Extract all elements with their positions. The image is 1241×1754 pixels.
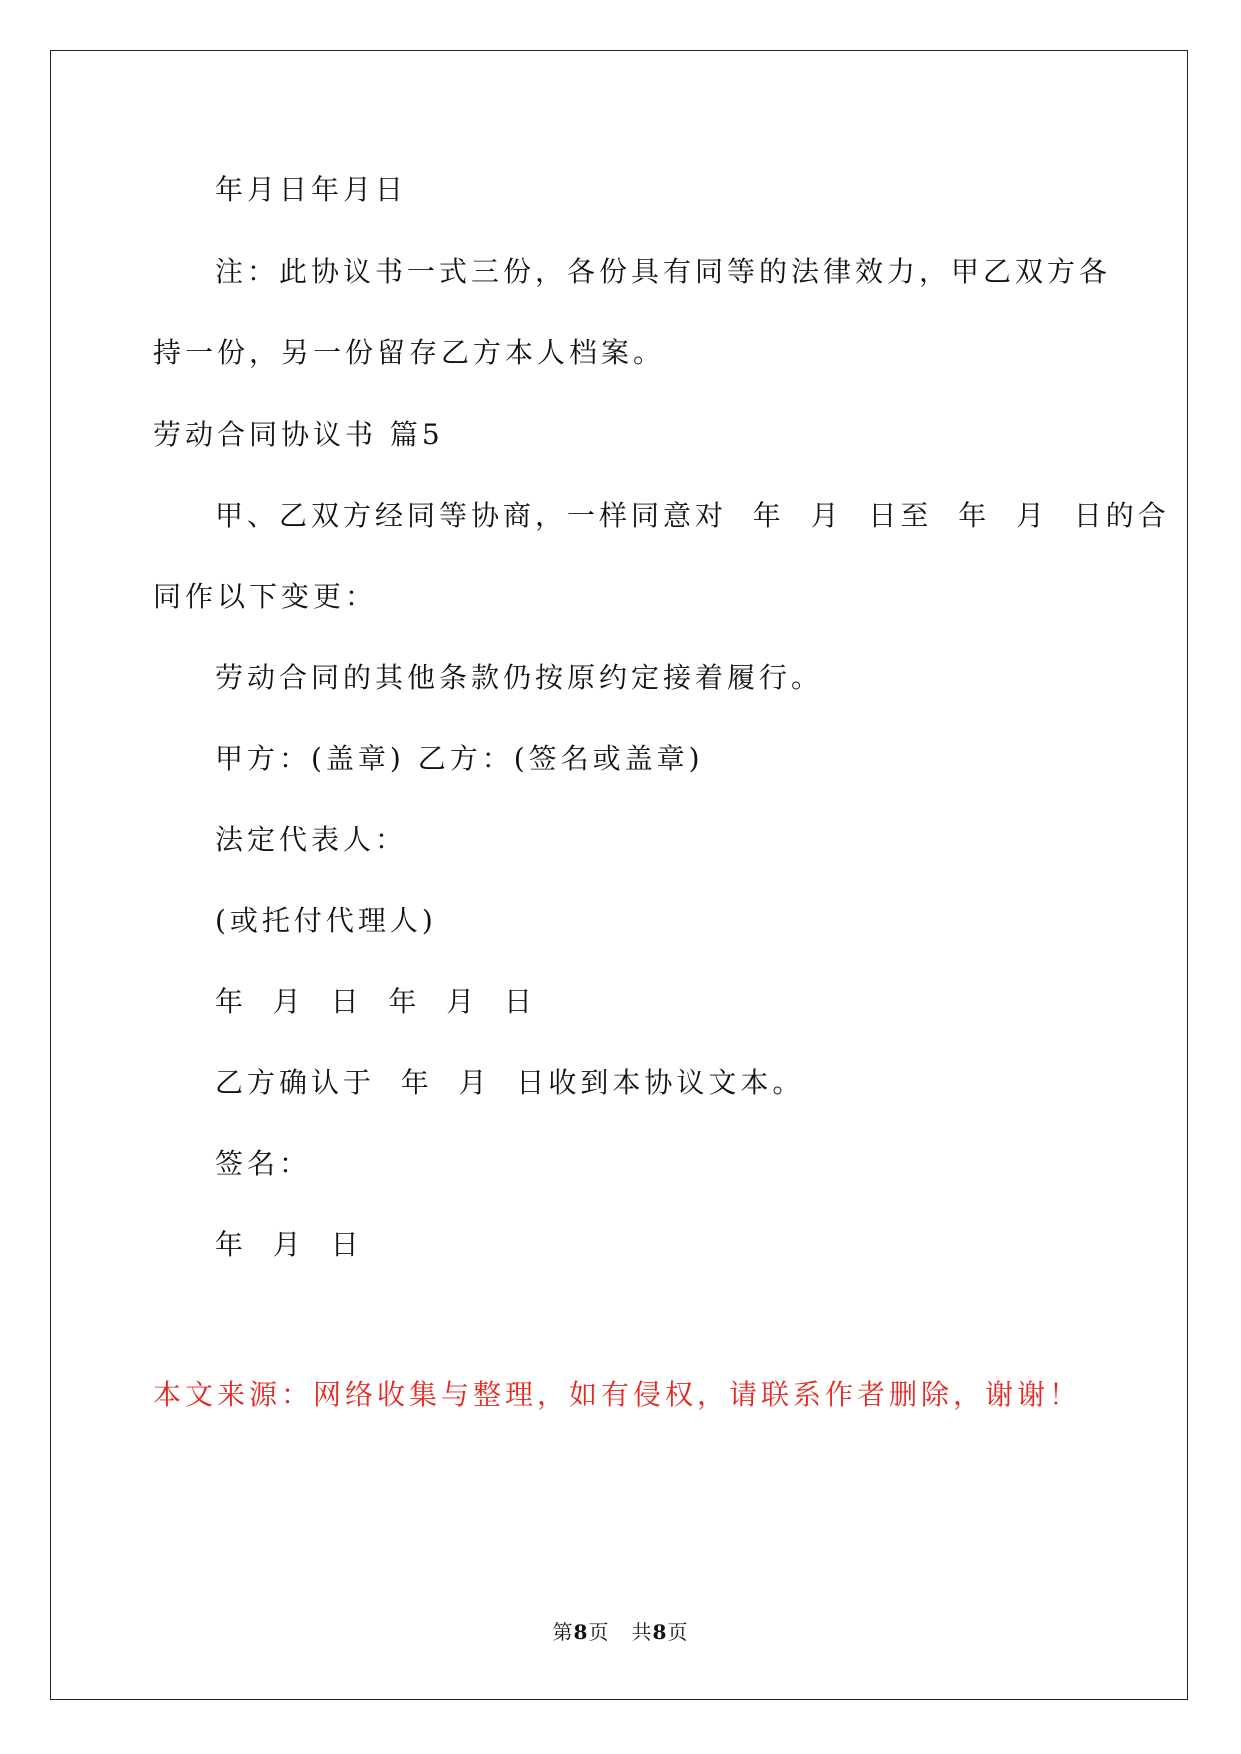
date-line-3: 年 月 日 (215, 1228, 363, 1261)
footer-prefix: 第 (552, 1620, 574, 1644)
agreement-paragraph-line-1: 甲、乙双方经同等协商，一样同意对 年 月 日至 年 月 日的合 (215, 499, 1170, 532)
note-paragraph-line-2: 持一份，另一份留存乙方本人档案。 (153, 336, 666, 369)
note-paragraph-line-1: 注：此协议书一式三份，各份具有同等的法律效力，甲乙双方各 (215, 255, 1112, 288)
footer-total-prefix: 共 (631, 1620, 653, 1644)
agent-label: (或托付代理人) (215, 904, 437, 937)
agreement-paragraph-line-2: 同作以下变更： (153, 580, 378, 613)
source-notice: 本文来源：网络收集与整理，如有侵权，请联系作者删除，谢谢！ (153, 1378, 1082, 1411)
footer-total-pages: 8 (652, 1620, 668, 1644)
date-line-1: 年月日年月日 (215, 173, 408, 206)
legal-representative-label: 法定代表人： (215, 823, 408, 856)
signature-label: 签名： (215, 1147, 312, 1180)
page-border (50, 50, 1188, 1700)
date-line-2: 年 月 日 年 月 日 (215, 985, 537, 1018)
receipt-confirmation: 乙方确认于 年 月 日收到本协议文本。 (215, 1066, 805, 1099)
footer-page-suffix: 页 (588, 1620, 610, 1644)
footer-page-number: 8 (573, 1620, 589, 1644)
footer-total-suffix: 页 (667, 1620, 689, 1644)
other-terms-paragraph: 劳动合同的其他条款仍按原约定接着履行。 (215, 661, 824, 694)
party-signature-line: 甲方：(盖章) 乙方：(签名或盖章) (215, 742, 704, 775)
section-heading: 劳动合同协议书 篇5 (153, 418, 444, 451)
page-number-footer (0, 1620, 1241, 1644)
